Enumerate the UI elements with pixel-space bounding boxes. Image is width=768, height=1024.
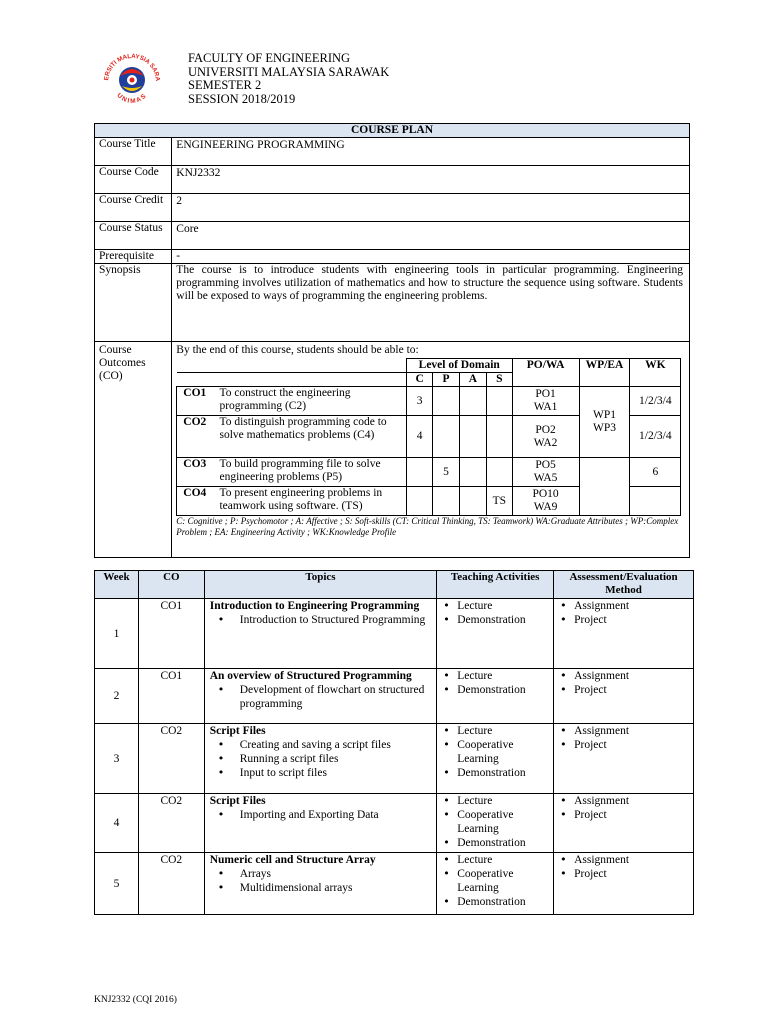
teaching-item: • Lecture [437,853,553,867]
col-header-teaching: Teaching Activities [437,571,554,599]
subtopic-list [210,613,437,627]
subtopic-item: • Introduction to Structured Programming [218,613,437,627]
teaching-item: • Cooperative Learning [437,738,553,766]
subtopic-list [210,738,437,780]
assessment-list [554,724,693,752]
co-row-c [406,487,432,516]
co-row-id: CO1 [177,387,220,416]
value-course-credit: 2 [172,194,690,222]
value-prerequisite: - [172,250,690,264]
co-row-id: CO4 [177,487,220,516]
co-header-c: C [406,373,432,387]
header-session: SESSION 2018/2019 [188,91,296,106]
teaching-item: • Demonstration [437,895,553,909]
assessment-item: • Assignment [554,853,693,867]
co-table [176,358,681,516]
subtopic-item: • Development of flowchart on structured programming [218,683,437,711]
topic-title: Script Files [209,795,266,807]
co-row-powa: PO5 WA5 [512,458,579,487]
co-row-c: 4 [406,416,432,458]
assessment-item: • Project [554,808,693,822]
co-row-s [487,387,512,416]
label-course-status: Course Status [95,222,172,250]
co-header-wpea: WP/EA [579,359,630,387]
co-header-s: S [487,373,512,387]
col-header-assessment: Assessment/Evaluation Method [554,571,694,599]
subtopic-item: • Arrays [218,867,437,881]
weekly-schedule-table [94,570,694,915]
col-header-week: Week [95,571,139,599]
label-prerequisite: Prerequisite [95,250,172,264]
co-header-level: Level of Domain [406,359,512,373]
subtopic-list [210,808,437,822]
assessment-list [554,599,693,627]
assessment-item: • Project [554,867,693,881]
subtopic-list [210,867,437,895]
co-wpea-merged: WP1 WP3 [579,387,630,458]
week-number: 5 [95,853,139,915]
logo-top-text: ERSITI MALAYSIA SARA [103,52,162,82]
label-course-code: Course Code [95,166,172,194]
teaching-item: • Demonstration [437,766,553,780]
co-row-c: 3 [406,387,432,416]
co-row-s [487,458,512,487]
teaching-item: • Lecture [437,724,553,738]
teaching-item: • Demonstration [437,836,553,850]
assessment-item: • Assignment [554,669,693,683]
abbreviation-key: C: Cognitive ; P: Psychomotor ; A: Affective ; S: Soft-skills (CT: Critical Thinking, TS: Teamwork) WA:Graduate Attributes ; WP:Complex Problem ; EA: Engineering Activity ; WK:Knowledge Profile [176,516,679,537]
col-header-topics: Topics [204,571,437,599]
teaching-item: • Cooperative Learning [437,867,553,895]
header-semester: SEMESTER 2 [188,78,262,92]
header-faculty: FACULTY OF ENGINEERING [188,51,351,65]
assessment-item: • Project [554,683,693,697]
course-plan-table [94,123,690,558]
week-co: CO1 [138,599,204,669]
co-row-a [459,387,486,416]
co-row-desc: To present engineering problems in teamwork using software. (TS) [219,487,406,516]
week-co: CO2 [138,724,204,794]
teaching-item: • Demonstration [437,613,553,627]
university-logo [98,46,166,112]
col-header-co: CO [138,571,204,599]
week-number: 4 [95,794,139,853]
assessment-list [554,853,693,881]
co-header-powa: PO/WA [512,359,579,387]
label-synopsis: Synopsis [95,264,172,342]
co-row-a [459,487,486,516]
co-row-desc: To distinguish programming code to solve mathematics problems (C4) [219,416,406,458]
teaching-item: • Demonstration [437,683,553,697]
assessment-item: • Assignment [554,794,693,808]
co-row-s: TS [487,487,512,516]
week-number: 3 [95,724,139,794]
co-row-wk: 6 [630,458,681,487]
topic-title: Introduction to Engineering Programming [209,600,420,612]
co-row-powa: PO2 WA2 [512,416,579,458]
co-row-wk: 1/2/3/4 [630,387,681,416]
week-co: CO1 [138,669,204,724]
teaching-list [437,599,553,627]
course-plan-title: COURSE PLAN [95,124,690,138]
assessment-item: • Project [554,613,693,627]
week-co: CO2 [138,794,204,853]
subtopic-item: • Running a script files [218,752,437,766]
co-row-a [459,458,486,487]
label-course-credit: Course Credit [95,194,172,222]
co-row-powa: PO10 WA9 [512,487,579,516]
outcomes-intro: By the end of this course, students should be able to: [176,344,419,356]
week-row [95,669,694,724]
week-row [95,724,694,794]
value-course-code: KNJ2332 [172,166,690,194]
value-course-title: ENGINEERING PROGRAMMING [172,138,690,166]
co-header-p: P [433,373,459,387]
week-row [95,853,694,915]
footer-code: KNJ2332 (CQI 2016) [94,995,177,1005]
co-row-p [433,416,459,458]
svg-text:UNIMAS [115,92,148,105]
topic-title: Numeric cell and Structure Array [209,854,376,866]
co-row-wk [630,487,681,516]
teaching-list [437,669,553,697]
subtopic-item: • Importing and Exporting Data [218,808,437,822]
teaching-list [437,724,553,780]
co-row-id: CO2 [177,416,220,458]
topic-title: An overview of Structured Programming [209,670,412,682]
topic-title: Script Files [209,725,266,737]
co-row-desc: To construct the engineering programming (C2) [219,387,406,416]
assessment-list [554,669,693,697]
subtopic-list [210,683,437,711]
teaching-item: • Lecture [437,599,553,613]
co-row-s [487,416,512,458]
co-row-wk: 1/2/3/4 [630,416,681,458]
co-row-p: 5 [433,458,459,487]
co-header-wk: WK [630,359,681,387]
co-row-p [433,487,459,516]
assessment-item: • Assignment [554,599,693,613]
teaching-item: • Cooperative Learning [437,808,553,836]
subtopic-item: • Creating and saving a script files [218,738,437,752]
co-row-c [406,458,432,487]
value-course-status: Core [172,222,690,250]
co-row-id: CO3 [177,458,220,487]
teaching-item: • Lecture [437,669,553,683]
subtopic-item: • Input to script files [218,766,437,780]
co-row-p [433,387,459,416]
teaching-list [437,853,553,909]
header-university: UNIVERSITI MALAYSIA SARAWAK [188,64,390,79]
co-header-a: A [459,373,486,387]
week-row [95,794,694,853]
teaching-item: • Lecture [437,794,553,808]
assessment-item: • Project [554,738,693,752]
synopsis-text: The course is to introduce students with engineering tools in particular programming. Engineering programming involves utilization of mathematics and how to structure the sequence using software. Students will be exposed to ways of programming the engineering problems. [172,264,690,342]
logo-bottom-text: UNIMAS [115,92,149,106]
subtopic-item: • Multidimensional arrays [218,881,437,895]
label-course-title: Course Title [95,138,172,166]
week-row [95,599,694,669]
week-number: 2 [95,669,139,724]
week-co: CO2 [138,853,204,915]
label-course-outcomes: Course Outcomes (CO) [95,342,172,558]
teaching-list [437,794,553,850]
assessment-list [554,794,693,822]
co-row-desc: To build programming file to solve engineering problems (P5) [219,458,406,487]
assessment-item: • Assignment [554,724,693,738]
week-number: 1 [95,599,139,669]
co-row-powa: PO1 WA1 [512,387,579,416]
co-row-a [459,416,486,458]
document-header [188,52,389,106]
